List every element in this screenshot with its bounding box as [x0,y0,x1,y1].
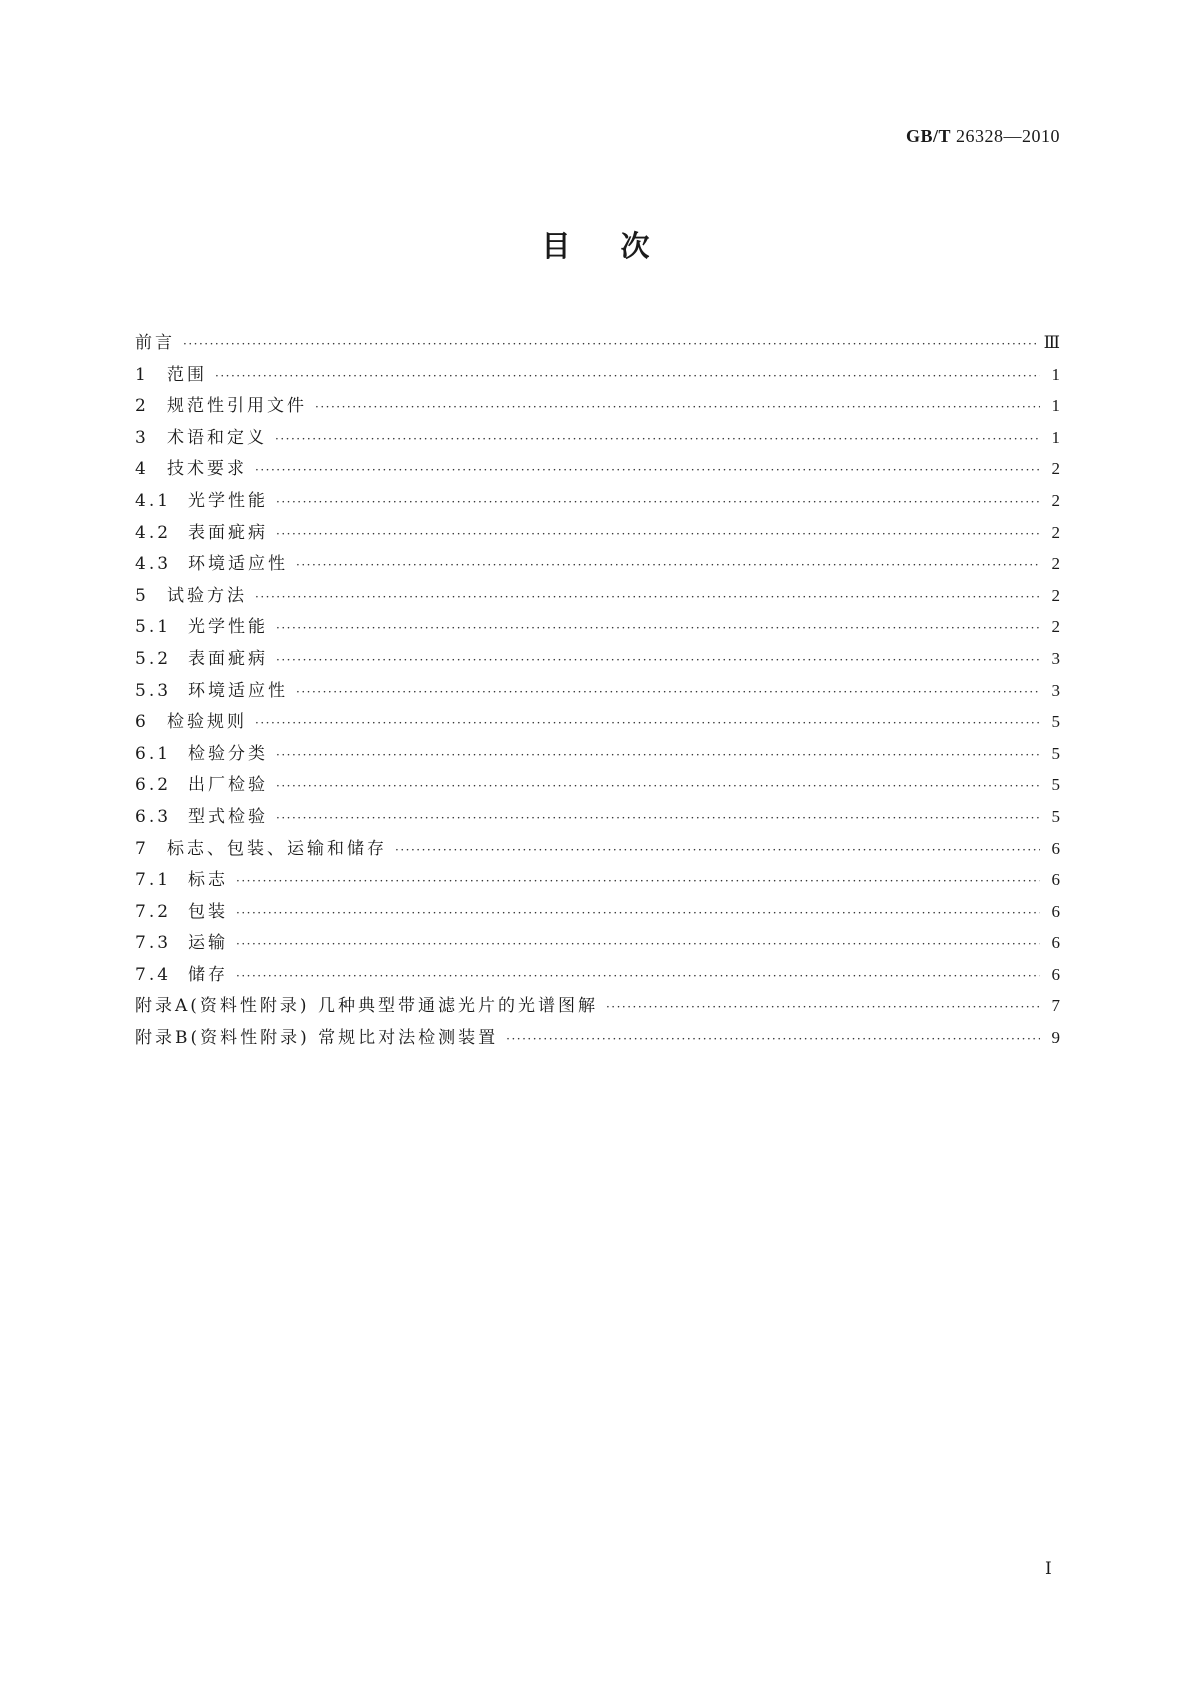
toc-entry-page: 2 [1051,585,1060,605]
toc-entry[interactable] [135,644,1060,676]
toc-dot-leader [236,874,1040,888]
toc-entry-page: 6 [1051,964,1060,984]
standard-code [906,126,1060,147]
toc-entry-number: 1 [135,364,149,385]
toc-entry[interactable] [135,549,1060,581]
toc-dot-leader [276,748,1040,762]
toc-entry-label: 运输 [188,933,228,954]
toc-entry-label: 附录A(资料性附录) 几种典型带通滤光片的光谱图解 [135,996,598,1017]
toc-entry-page: Ⅲ [1043,333,1060,352]
toc-entry-number: 7.1 [135,870,172,891]
toc-dot-leader [315,400,1040,414]
toc-entry-page: 6 [1051,901,1060,921]
toc-entry-label: 环境适应性 [188,680,288,701]
toc-dot-leader [236,906,1040,920]
toc-entry[interactable] [135,391,1060,423]
page-number: Ⅰ [1045,1559,1052,1578]
toc-entry[interactable] [135,676,1060,708]
toc-entry-page: 2 [1051,554,1060,574]
toc-entry-label: 范围 [167,364,207,385]
toc-entry-number: 6 [135,712,149,733]
toc-entry[interactable] [135,360,1060,392]
toc-entry-number: 3 [135,427,149,448]
toc-entry-label: 附录B(资料性附录) 常规比对法检测装置 [135,1028,499,1049]
toc-dot-leader [276,495,1040,509]
toc-entry-label: 技术要求 [167,459,247,480]
toc-entry-label: 前言 [135,333,175,353]
toc-entry-page: 2 [1051,490,1060,510]
toc-dot-leader [255,716,1040,730]
toc-entry-page: 6 [1051,933,1060,953]
toc-entry-page: 2 [1051,617,1060,637]
toc-dot-leader [276,621,1040,635]
toc-entry[interactable] [135,1023,1060,1055]
toc-dot-leader [276,811,1040,825]
toc-entry[interactable] [135,802,1060,834]
toc-entry[interactable] [135,770,1060,802]
toc-dot-leader [236,969,1040,983]
toc-entry-page: 7 [1051,996,1060,1016]
toc-entry-number: 4.3 [135,554,172,575]
table-of-contents [135,328,1060,1055]
toc-entry-number: 4 [135,459,149,480]
toc-dot-leader [276,527,1040,541]
toc-entry-number: 6.1 [135,743,172,764]
toc-entry-page: 5 [1051,712,1060,732]
toc-entry[interactable] [135,991,1060,1023]
toc-entry-label: 标志、包装、运输和储存 [167,838,387,859]
page-title: 目次 [541,229,700,263]
toc-dot-leader [395,843,1040,857]
toc-entry-number: 7.2 [135,901,172,922]
toc-entry-page: 1 [1051,427,1060,447]
toc-dot-leader [236,937,1040,951]
toc-dot-leader [255,463,1040,477]
toc-dot-leader [275,432,1040,446]
toc-entry-label: 表面疵病 [188,648,268,669]
toc-entry-number: 4.1 [135,490,172,511]
toc-entry-label: 表面疵病 [188,522,268,543]
toc-entry-label: 术语和定义 [167,427,267,448]
toc-entry-page: 5 [1051,743,1060,763]
toc-dot-leader [296,685,1040,699]
toc-dot-leader [506,1032,1040,1046]
toc-entry[interactable] [135,518,1060,550]
standard-number: 26328—2010 [956,126,1060,146]
toc-entry[interactable] [135,486,1060,518]
toc-entry-page: 1 [1051,396,1060,416]
toc-entry-label: 包装 [188,901,228,922]
toc-dot-leader [215,369,1040,383]
toc-entry[interactable] [135,928,1060,960]
toc-entry-number: 6.2 [135,775,172,796]
toc-entry[interactable] [135,834,1060,866]
toc-entry-label: 检验规则 [167,712,247,733]
toc-entry[interactable] [135,865,1060,897]
toc-dot-leader [183,337,1036,351]
toc-entry[interactable] [135,960,1060,992]
toc-entry-label: 检验分类 [188,743,268,764]
toc-entry-page: 5 [1051,775,1060,795]
toc-entry-page: 6 [1051,870,1060,890]
toc-entry-page: 3 [1051,680,1060,700]
toc-entry[interactable] [135,612,1060,644]
toc-entry-label: 出厂检验 [188,775,268,796]
toc-entry[interactable] [135,581,1060,613]
toc-entry[interactable] [135,897,1060,929]
toc-entry-page: 2 [1051,522,1060,542]
toc-entry-number: 2 [135,396,149,417]
toc-entry[interactable] [135,739,1060,771]
toc-entry[interactable] [135,454,1060,486]
toc-entry-label: 储存 [188,964,228,985]
toc-entry-page: 2 [1051,459,1060,479]
toc-dot-leader [296,558,1040,572]
toc-entry[interactable] [135,423,1060,455]
toc-entry-page: 6 [1051,838,1060,858]
toc-entry-number: 7 [135,838,149,859]
toc-entry-label: 光学性能 [188,490,268,511]
toc-dot-leader [255,590,1040,604]
toc-entry-label: 光学性能 [188,617,268,638]
toc-entry-number: 5.2 [135,648,172,669]
toc-entry-label: 试验方法 [167,585,247,606]
toc-entry-label: 型式检验 [188,806,268,827]
toc-entry-number: 6.3 [135,806,172,827]
toc-entry-number: 4.2 [135,522,172,543]
standard-prefix: GB/T [905,126,951,146]
toc-entry-label: 规范性引用文件 [167,396,307,417]
toc-entry-number: 5.3 [135,680,172,701]
toc-entry-page: 9 [1051,1028,1060,1048]
toc-entry-label: 环境适应性 [188,554,288,575]
toc-dot-leader [276,653,1040,667]
toc-entry-page: 5 [1051,806,1060,826]
toc-entry[interactable] [135,707,1060,739]
toc-dot-leader [276,779,1040,793]
toc-dot-leader [606,1000,1040,1014]
toc-entry-number: 5 [135,585,149,606]
toc-entry-label: 标志 [188,870,228,891]
toc-entry-number: 5.1 [135,617,172,638]
toc-entry-page: 1 [1051,364,1060,384]
toc-entry-number: 7.3 [135,933,172,954]
toc-entry[interactable] [135,328,1060,360]
toc-entry-number: 7.4 [135,964,172,985]
toc-entry-page: 3 [1051,648,1060,668]
